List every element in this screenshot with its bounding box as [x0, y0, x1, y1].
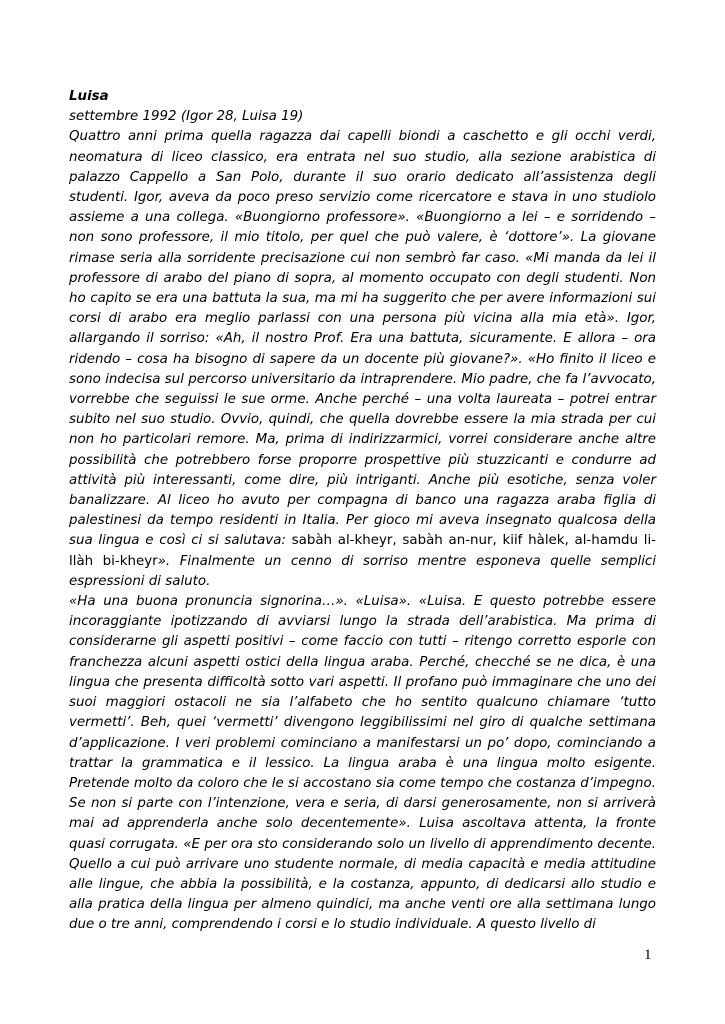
paragraph-1 [69, 127, 656, 592]
page-number: 1 [644, 947, 652, 963]
paragraph-2: «Ha una buona pronuncia signorina…». «Luisa». «Luisa. E questo potrebbe essere incoraggiante ipotizzando di avviarsi lungo la strada dell’arabistica. Ma prima di considerarne gli aspetti positivi – come faccio con tutti – ritengo corretto esporle con franchezza alcuni aspetti ostici della lingua araba. Perché, checché se ne dica, è una lingua che presenta difficoltà sotto vari aspetti. Il profano può immaginare che uno dei suoi maggiori ostacoli ne sia l’alfabeto che ho sentito qualcuno chiamare ‘tutto vermetti’. Beh, quei ‘vermetti’ divengono leggibilissimi nel giro di qualche settimana d’applicazione. I veri problemi cominciano a manifestarsi un po’ dopo, cominciando a trattar la grammatica e il lessico. La lingua araba è una lingua molto esigente. Pretende molto da coloro che le si accostano sia come tempo che costanza d’impegno. Se non si parte con l’intenzione, vera e seria, di darsi generosamente, non si arriverà mai ad apprenderla anche solo decentemente». Luisa ascoltava attenta, la fronte quasi corrugata. «E per ora sto considerando solo un livello di apprendimento decente. Quello a cui può arrivare uno studente normale, di media capacità e media attitudine alle lingue, che abbia la possibilità, e la costanza, appunto, di dedicarsi allo studio e alla pratica della lingua per almeno quindici, ma anche venti ore alla settimana lungo due o tre anni, comprendendo i corsi e lo studio individuale. A questo livello di [69, 594, 656, 933]
paragraph-1-ending: ». Finalmente un cenno di sorriso mentre esponeva quelle semplici espressioni di saluto. [69, 553, 656, 589]
arabic-greeting-text: sabàh al-kheyr, sabàh an-nur, kiif hàlek, al-hamdu li-llàh bi-kheyr [69, 533, 656, 569]
document-subtitle: settembre 1992 (Igor 28, Luisa 19) [69, 109, 304, 125]
document-title: Luisa [69, 89, 109, 104]
paragraph-1-text: Quattro anni prima quella ragazza dai capelli biondi a caschetto e gli occhi verdi, neomatura di liceo classico, era entrata nel suo studio, alla sezione arabistica di palazzo Cappello a San Polo, durante il suo orario dedicato all’assistenza degli studenti. Igor, aveva da poco preso servizio come ricercatore e stava in uno studiolo assieme a una collega. «Buongiorno professore». «Buongiorno a lei – e sorridendo – non sono professore, il mio titolo, per quel che può valere, è ‘dottore’». La giovane rimase seria alla sorridente precisazione cui non sembrò far caso. «Mi manda da lei il professore di arabo del piano di sopra, al momento occupato con degli studenti. Non ho capito se era una battuta la sua, ma mi ha suggerito che per avere informazioni sui corsi di arabo era meglio parlassi con una persona più vicina alla mia età». Igor, allargando il sorriso: «Ah, il nostro Prof. Era una battuta, sicuramente. E allora – ora ridendo – cosa ha bisogno di sapere da un docente più giovane?». «Ho finito il liceo e sono indecisa sul percorso universitario da intraprendere. Mio padre, che fa l’avvocato, vorrebbe che seguissi le sue orme. Anche perché – una volta laureata – potrei entrar subito nel suo studio. Ovvio, quindi, che quella dovrebbe essere la mia strada per cui non ho particolari remore. Ma, prima di indirizzarmici, vorrei considerare anche altre possibilità che potrebbero forse proporre prospettive più stuzzicanti e condurre ad attività più interessanti, come dire, più intriganti. Anche più esotiche, senza voler banalizzare. Al liceo ho avuto per compagna di banco una ragazza araba figlia di palestinesi da tempo residenti in Italia. Per gioco mi aveva insegnato qualcosa della sua lingua e così ci si salutava: [69, 129, 656, 549]
document-body [69, 87, 656, 936]
